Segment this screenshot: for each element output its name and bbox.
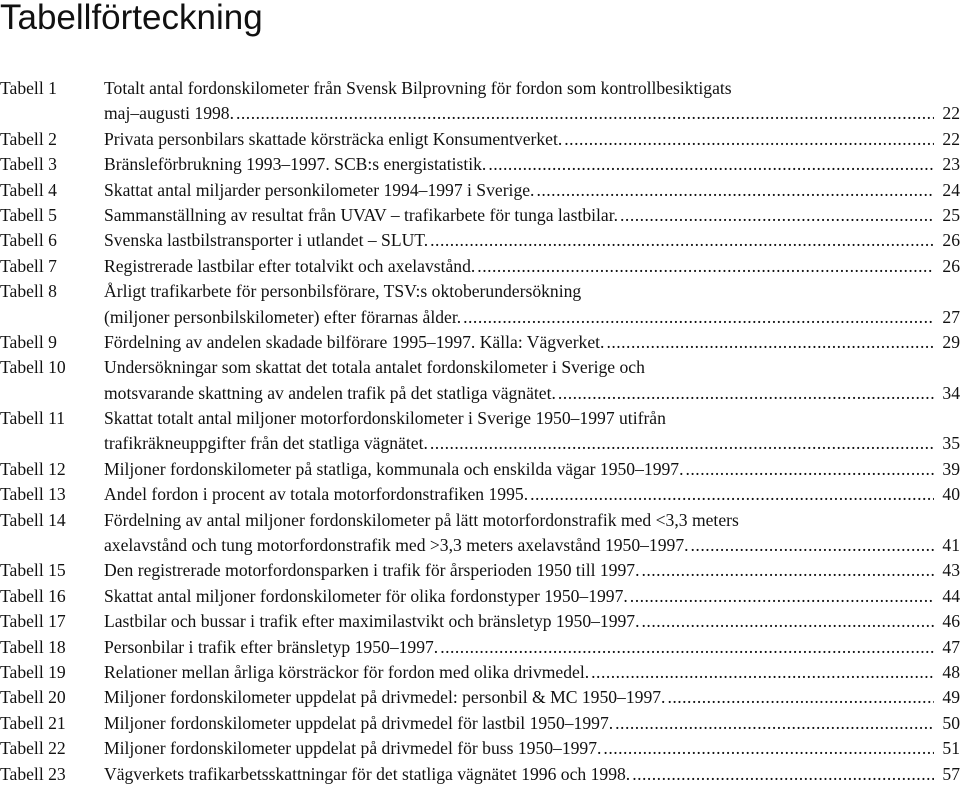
table-caption-text: Fördelning av antal miljoner fordonskilometer på lätt motorfordonstrafik med <3,3 meters	[104, 509, 739, 530]
toc-entry[interactable]	[0, 762, 960, 787]
page-number[interactable]: 22	[942, 103, 960, 124]
toc-entry-line	[104, 762, 960, 787]
table-caption-text: maj–augusti 1998.	[104, 103, 234, 124]
toc-entry-line	[104, 533, 960, 558]
toc-entry-line	[104, 609, 960, 634]
table-number-label: Tabell 17	[0, 611, 66, 632]
table-of-tables	[0, 76, 960, 787]
page-number[interactable]: 26	[942, 230, 960, 251]
toc-entry-body	[104, 355, 960, 406]
table-caption-text: Skattat antal miljoner fordonskilometer för olika fordonstyper 1950–1997.	[104, 585, 628, 606]
toc-entry-line	[104, 558, 960, 583]
toc-entry[interactable]	[0, 228, 960, 253]
page-number[interactable]: 23	[942, 154, 960, 175]
dot-leader	[463, 305, 934, 330]
page-number[interactable]: 48	[942, 661, 960, 682]
page-number[interactable]: 43	[942, 560, 960, 581]
toc-entry-line	[104, 76, 960, 101]
toc-entry-line	[104, 685, 960, 710]
toc-entry[interactable]	[0, 330, 960, 355]
dot-leader	[477, 254, 934, 279]
table-caption-text: Lastbilar och bussar i trafik efter maximilastvikt och bränsletyp 1950–1997.	[104, 611, 640, 632]
toc-entry[interactable]	[0, 127, 960, 152]
toc-entry-line	[104, 660, 960, 685]
toc-entry-line	[104, 457, 960, 482]
toc-entry[interactable]	[0, 152, 960, 177]
table-caption-text: Personbilar i trafik efter bränsletyp 1950–1997.	[104, 636, 439, 657]
toc-entry-body	[104, 660, 960, 685]
toc-entry-line	[104, 355, 960, 380]
toc-entry-body	[104, 558, 960, 583]
table-number-label: Tabell 14	[0, 509, 66, 530]
toc-entry-body	[104, 508, 960, 559]
table-number-label: Tabell 22	[0, 738, 66, 759]
toc-entry-body	[104, 330, 960, 355]
dot-leader	[591, 660, 934, 685]
toc-entry-line	[104, 152, 960, 177]
page-number[interactable]: 46	[942, 611, 960, 632]
toc-entry[interactable]	[0, 254, 960, 279]
table-caption-text: Svenska lastbilstransporter i utlandet – SLUT.	[104, 230, 429, 251]
page-title: Tabellförteckning	[0, 0, 263, 37]
toc-entry-line	[104, 584, 960, 609]
toc-entry-line	[104, 508, 960, 533]
page-number[interactable]: 29	[942, 331, 960, 352]
page-number[interactable]: 44	[942, 585, 960, 606]
table-caption-text: Den registrerade motorfordonsparken i trafik för årsperioden 1950 till 1997.	[104, 560, 640, 581]
table-number-label: Tabell 20	[0, 687, 66, 708]
toc-entry-body	[104, 736, 960, 761]
toc-entry-body	[104, 203, 960, 228]
dot-leader	[536, 178, 934, 203]
table-number-label: Tabell 3	[0, 154, 57, 175]
table-caption-text: Skattat antal miljarder personkilometer 1994–1997 i Sverige.	[104, 179, 535, 200]
page-number[interactable]: 40	[942, 484, 960, 505]
table-number-label: Tabell 5	[0, 204, 57, 225]
page-number[interactable]: 22	[942, 128, 960, 149]
table-caption-text: Privata personbilars skattade körsträcka enligt Konsumentverket.	[104, 128, 563, 149]
dot-leader	[440, 635, 934, 660]
page-number[interactable]: 41	[942, 535, 960, 556]
table-caption-text: (miljoner personbilskilometer) efter förarnas ålder.	[104, 306, 462, 327]
toc-entry-body	[104, 127, 960, 152]
dot-leader	[236, 101, 934, 126]
toc-entry[interactable]	[0, 457, 960, 482]
table-number-label: Tabell 8	[0, 281, 57, 302]
toc-entry[interactable]	[0, 355, 960, 406]
table-number-label: Tabell 12	[0, 458, 66, 479]
toc-entry-body	[104, 406, 960, 457]
table-caption-text: Bränsleförbrukning 1993–1997. SCB:s energistatistik.	[104, 154, 487, 175]
toc-entry[interactable]	[0, 178, 960, 203]
table-number-label: Tabell 7	[0, 255, 57, 276]
dot-leader	[530, 482, 934, 507]
table-number-label: Tabell 23	[0, 763, 66, 784]
table-caption-text: Miljoner fordonskilometer uppdelat på drivmedel för buss 1950–1997.	[104, 738, 602, 759]
toc-entry-line	[104, 711, 960, 736]
toc-entry[interactable]	[0, 711, 960, 736]
toc-entry[interactable]	[0, 584, 960, 609]
dot-leader	[430, 431, 934, 456]
toc-entry-line	[104, 203, 960, 228]
table-caption-text: Miljoner fordonskilometer på statliga, kommunala och enskilda vägar 1950–1997.	[104, 458, 684, 479]
page-number[interactable]: 27	[942, 306, 960, 327]
dot-leader	[667, 685, 934, 710]
page-number[interactable]: 51	[942, 738, 960, 759]
table-number-label: Tabell 13	[0, 484, 66, 505]
dot-leader	[615, 711, 934, 736]
toc-entry-body	[104, 762, 960, 787]
table-number-label: Tabell 21	[0, 712, 66, 733]
page-number[interactable]: 25	[942, 204, 960, 225]
table-caption-text: trafikräkneuppgifter från det statliga vägnätet.	[104, 433, 428, 454]
table-number-label: Tabell 18	[0, 636, 66, 657]
table-number-label: Tabell 10	[0, 357, 66, 378]
page-number[interactable]: 50	[942, 712, 960, 733]
toc-entry-line	[104, 127, 960, 152]
toc-entry-line	[104, 431, 960, 456]
toc-entry[interactable]	[0, 279, 960, 330]
toc-entry-body	[104, 482, 960, 507]
toc-entry-line	[104, 178, 960, 203]
toc-entry[interactable]	[0, 635, 960, 660]
toc-entry[interactable]	[0, 736, 960, 761]
dot-leader	[620, 203, 934, 228]
dot-leader	[641, 558, 934, 583]
table-caption-text: Registrerade lastbilar efter totalvikt och axelavstånd.	[104, 255, 476, 276]
dot-leader	[632, 762, 934, 787]
toc-entry-body	[104, 609, 960, 634]
table-number-label: Tabell 4	[0, 179, 57, 200]
page-number[interactable]: 35	[942, 433, 960, 454]
toc-entry-body	[104, 457, 960, 482]
dot-leader	[606, 330, 934, 355]
toc-entry-body	[104, 279, 960, 330]
table-caption-text: Miljoner fordonskilometer uppdelat på drivmedel för lastbil 1950–1997.	[104, 712, 614, 733]
toc-entry-line	[104, 228, 960, 253]
table-caption-text: Sammanställning av resultat från UVAV – trafikarbete för tunga lastbilar.	[104, 204, 619, 225]
toc-entry-line	[104, 305, 960, 330]
toc-entry[interactable]	[0, 406, 960, 457]
table-number-label: Tabell 11	[0, 408, 66, 429]
table-number-label: Tabell 2	[0, 128, 57, 149]
table-number-label: Tabell 16	[0, 585, 66, 606]
table-caption-text: Skattat totalt antal miljoner motorfordonskilometer i Sverige 1950–1997 utifrån	[104, 408, 666, 429]
table-number-label: Tabell 19	[0, 661, 66, 682]
table-caption-text: Andel fordon i procent av totala motorfordonstrafiken 1995.	[104, 484, 529, 505]
toc-entry[interactable]	[0, 660, 960, 685]
toc-entry[interactable]	[0, 685, 960, 710]
toc-entry-body	[104, 685, 960, 710]
dot-leader	[564, 127, 934, 152]
toc-entry-body	[104, 152, 960, 177]
dot-leader	[686, 457, 935, 482]
table-caption-text: Undersökningar som skattat det totala antalet fordonskilometer i Sverige och	[104, 357, 645, 378]
table-number-label: Tabell 6	[0, 230, 57, 251]
toc-entry-line	[104, 381, 960, 406]
toc-entry[interactable]	[0, 508, 960, 559]
dot-leader	[642, 609, 934, 634]
table-caption-text: Totalt antal fordonskilometer från Svensk Bilprovning för fordon som kontrollbesiktigats	[104, 78, 732, 98]
table-number-label: Tabell 9	[0, 331, 57, 352]
table-caption-text: Årligt trafikarbete för personbilsförare, TSV:s oktoberundersökning	[104, 281, 582, 302]
page-number[interactable]: 39	[942, 458, 960, 479]
table-number-label: Tabell 1	[0, 78, 57, 98]
toc-entry-body	[104, 584, 960, 609]
toc-entry-line	[104, 406, 960, 431]
toc-entry-line	[104, 279, 960, 304]
dot-leader	[691, 533, 934, 558]
table-caption-text: motsvarande skattning av andelen trafik på det statliga vägnätet.	[104, 382, 556, 403]
dot-leader	[630, 584, 934, 609]
table-caption-text: Fördelning av andelen skadade bilförare 1995–1997. Källa: Vägverket.	[104, 331, 605, 352]
page-number[interactable]: 34	[942, 382, 960, 403]
toc-entry-body	[104, 711, 960, 736]
toc-entry[interactable]	[0, 76, 960, 127]
toc-entry-line	[104, 254, 960, 279]
table-caption-text: Miljoner fordonskilometer uppdelat på drivmedel: personbil & MC 1950–1997.	[104, 687, 666, 708]
toc-entry-body	[104, 635, 960, 660]
page-number[interactable]: 24	[942, 179, 960, 200]
page-number[interactable]: 47	[942, 636, 960, 657]
table-caption-text: Vägverkets trafikarbetsskattningar för det statliga vägnätet 1996 och 1998.	[104, 763, 631, 784]
toc-entry-body	[104, 178, 960, 203]
toc-entry-line	[104, 482, 960, 507]
table-number-label: Tabell 15	[0, 560, 66, 581]
toc-entry[interactable]	[0, 609, 960, 634]
toc-entry[interactable]	[0, 482, 960, 507]
toc-entry-body	[104, 254, 960, 279]
toc-entry-body	[104, 76, 960, 127]
toc-entry[interactable]	[0, 203, 960, 228]
toc-entry-line	[104, 330, 960, 355]
toc-entry-line	[104, 635, 960, 660]
page-number[interactable]: 49	[942, 687, 960, 708]
toc-entry-body	[104, 228, 960, 253]
toc-entry[interactable]	[0, 558, 960, 583]
dot-leader	[430, 228, 934, 253]
page-number[interactable]: 57	[942, 763, 960, 784]
dot-leader	[603, 736, 934, 761]
toc-entry-line	[104, 101, 960, 126]
page-number[interactable]: 26	[942, 255, 960, 276]
table-caption-text: Relationer mellan årliga körsträckor för fordon med olika drivmedel.	[104, 661, 590, 682]
toc-entry-line	[104, 736, 960, 761]
table-caption-text: axelavstånd och tung motorfordonstrafik med >3,3 meters axelavstånd 1950–1997.	[104, 535, 689, 556]
dot-leader	[488, 152, 934, 177]
dot-leader	[558, 381, 934, 406]
